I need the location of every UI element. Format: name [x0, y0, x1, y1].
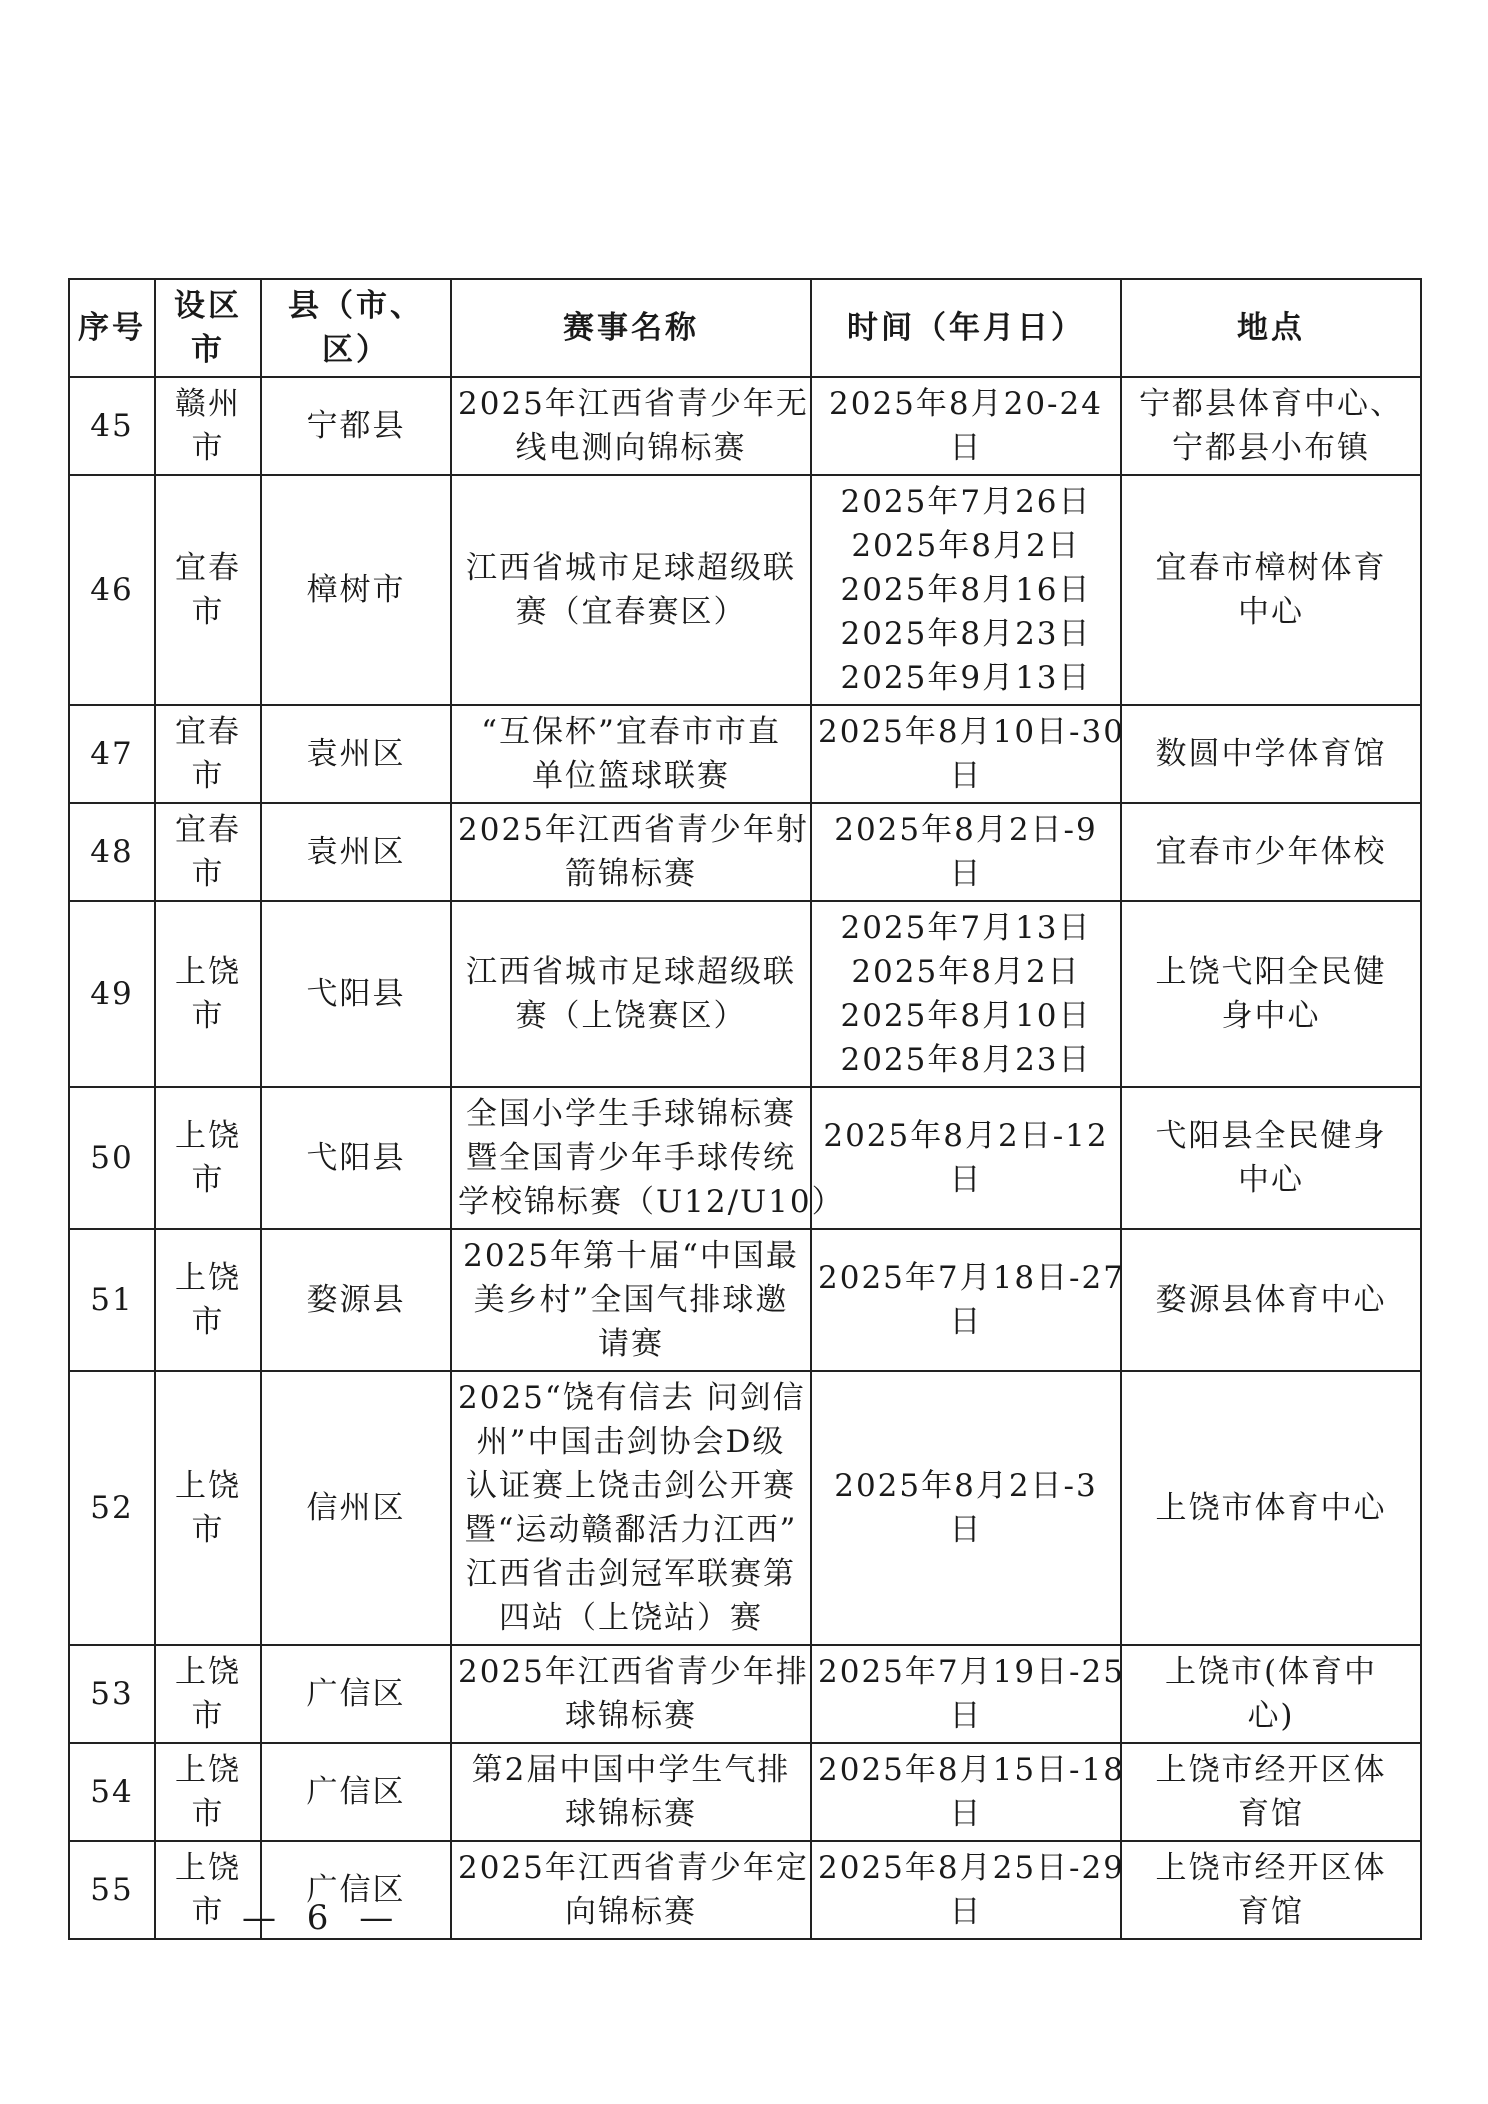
cell-county: 樟树市: [261, 475, 451, 705]
cell-seq: 53: [69, 1645, 155, 1743]
time-line: 2025年8月2日: [851, 528, 1081, 564]
cell-city: 上饶市: [155, 1371, 261, 1645]
cell-time: [811, 1229, 1125, 1371]
cell-city: 宜春市: [155, 475, 261, 705]
header-county: 县（市、区）: [261, 279, 451, 377]
table-row: [69, 1645, 1421, 1743]
table-row: [69, 1743, 1421, 1841]
cell-county: 广信区: [261, 1743, 451, 1841]
cell-seq: 47: [69, 705, 155, 803]
cell-county: 弋阳县: [261, 901, 451, 1087]
event-line: 球锦标赛: [565, 1698, 697, 1734]
cell-seq: 48: [69, 803, 155, 901]
header-seq: 序号: [69, 279, 155, 377]
cell-event: [451, 803, 811, 901]
table-body: [69, 377, 1421, 1939]
cell-seq: 54: [69, 1743, 155, 1841]
place-line: 上饶市经开区体: [1155, 1850, 1387, 1886]
time-line: 日: [949, 1304, 983, 1340]
cell-place: [1121, 1841, 1421, 1939]
event-line: 请赛: [598, 1326, 664, 1362]
place-line: 上饶市体育中心: [1155, 1490, 1387, 1526]
place-line: 宜春市樟树体育: [1155, 550, 1387, 586]
header-city: 设区市: [155, 279, 261, 377]
table-row: [69, 1229, 1421, 1371]
cell-city: 上饶市: [155, 1229, 261, 1371]
event-line: 球锦标赛: [565, 1796, 697, 1832]
event-line: 2025年第十届“中国最: [463, 1238, 799, 1274]
cell-county: 婺源县: [261, 1229, 451, 1371]
table-row: [69, 1371, 1421, 1645]
event-line: 暨全国青少年手球传统: [466, 1140, 796, 1176]
cell-event: [451, 1743, 811, 1841]
event-line: 赛（上饶赛区）: [515, 998, 747, 1034]
page-number: — 6 —: [242, 1898, 404, 1938]
time-line: 日: [949, 1162, 983, 1198]
cell-city: 上饶市: [155, 1645, 261, 1743]
cell-event: [451, 377, 811, 475]
time-line: 日: [949, 856, 983, 892]
cell-city: 赣州市: [155, 377, 261, 475]
header-row: [69, 279, 1421, 377]
time-line: 日: [949, 430, 983, 466]
cell-time: [811, 803, 1121, 901]
place-line: 身中心: [1221, 998, 1321, 1034]
event-line: 赛（宜春赛区）: [515, 594, 747, 630]
place-line: 婺源县体育中心: [1155, 1282, 1387, 1318]
place-line: 宜春市少年体校: [1155, 834, 1387, 870]
cell-event: [451, 705, 811, 803]
cell-event: [451, 1087, 845, 1229]
cell-city: 上饶市: [155, 901, 261, 1087]
cell-city: 宜春市: [155, 705, 261, 803]
time-line: 2025年8月16日: [840, 572, 1092, 608]
time-line: 2025年8月2日: [851, 954, 1081, 990]
event-line: 认证赛上饶击剑公开赛: [466, 1468, 796, 1504]
time-line: 2025年8月15日-18: [818, 1752, 1125, 1788]
cell-county: 袁州区: [261, 705, 451, 803]
table-row: [69, 377, 1421, 475]
place-line: 育馆: [1238, 1894, 1304, 1930]
time-line: 日: [949, 758, 983, 794]
event-line: “互保杯”宜春市市直: [481, 714, 781, 750]
time-line: 2025年8月10日-30: [818, 714, 1125, 750]
cell-county: 信州区: [261, 1371, 451, 1645]
cell-county: 广信区: [261, 1645, 451, 1743]
events-table: [68, 278, 1422, 1940]
event-line: 州”中国击剑协会D级: [476, 1424, 786, 1460]
cell-place: [1121, 1229, 1421, 1371]
time-line: 2025年8月25日-29: [818, 1850, 1125, 1886]
event-line: 美乡村”全国气排球邀: [473, 1282, 789, 1318]
event-line: 2025“饶有信去 问剑信: [458, 1380, 806, 1416]
cell-time: [811, 901, 1121, 1087]
event-line: 2025年江西省青少年无: [458, 386, 809, 422]
cell-place: [1121, 1645, 1421, 1743]
cell-city: 宜春市: [155, 803, 261, 901]
place-line: 上饶市经开区体: [1155, 1752, 1387, 1788]
cell-county: 袁州区: [261, 803, 451, 901]
cell-time: [811, 1087, 1121, 1229]
cell-place: [1121, 377, 1421, 475]
time-line: 2025年8月20-24: [829, 386, 1103, 422]
cell-seq: 45: [69, 377, 155, 475]
cell-seq: 46: [69, 475, 155, 705]
header-event: 赛事名称: [451, 279, 811, 377]
cell-event: [451, 1371, 811, 1645]
place-line: 数圆中学体育馆: [1155, 736, 1387, 772]
time-line: 2025年8月23日: [840, 1042, 1092, 1078]
cell-event: [451, 475, 811, 705]
cell-event: [451, 1229, 811, 1371]
cell-county: 广信区: [261, 1841, 451, 1939]
cell-event: [451, 1841, 811, 1939]
event-line: 单位篮球联赛: [532, 758, 730, 794]
event-line: 江西省击剑冠军联赛第: [466, 1556, 796, 1592]
cell-seq: 52: [69, 1371, 155, 1645]
cell-time: [811, 1841, 1125, 1939]
cell-place: [1121, 705, 1421, 803]
table-row: [69, 1087, 1421, 1229]
event-line: 线电测向锦标赛: [515, 430, 747, 466]
cell-city: 上饶市: [155, 1841, 261, 1939]
header-place: 地点: [1121, 279, 1421, 377]
cell-time: [811, 1645, 1125, 1743]
cell-place: [1121, 901, 1421, 1087]
cell-time: [811, 377, 1121, 475]
time-line: 日: [949, 1512, 983, 1548]
time-line: 2025年7月19日-25: [818, 1654, 1125, 1690]
time-line: 2025年7月18日-27: [818, 1260, 1125, 1296]
time-line: 日: [949, 1796, 983, 1832]
cell-place: [1121, 803, 1421, 901]
cell-seq: 51: [69, 1229, 155, 1371]
cell-time: [811, 1371, 1121, 1645]
time-line: 2025年7月13日: [840, 910, 1092, 946]
event-line: 暨“运动赣鄱活力江西”: [464, 1512, 798, 1548]
cell-place: [1121, 1087, 1421, 1229]
cell-event: [451, 1645, 811, 1743]
event-line: 江西省城市足球超级联: [466, 954, 796, 990]
cell-place: [1121, 1743, 1421, 1841]
place-line: 上饶市(体育中: [1164, 1654, 1378, 1690]
time-line: 日: [949, 1894, 983, 1930]
table-row: [69, 705, 1421, 803]
cell-time: [811, 1743, 1125, 1841]
table-row: [69, 901, 1421, 1087]
event-line: 2025年江西省青少年排: [458, 1654, 809, 1690]
time-line: 2025年7月26日: [840, 484, 1092, 520]
cell-city: 上饶市: [155, 1743, 261, 1841]
place-line: 中心: [1238, 594, 1304, 630]
table-row: [69, 475, 1421, 705]
event-line: 四站（上饶站）赛: [499, 1600, 763, 1636]
place-line: 中心: [1238, 1162, 1304, 1198]
event-line: 江西省城市足球超级联: [466, 550, 796, 586]
event-line: 全国小学生手球锦标赛: [466, 1096, 796, 1132]
place-line: 宁都县体育中心、: [1139, 386, 1403, 422]
cell-seq: 50: [69, 1087, 155, 1229]
event-line: 箭锦标赛: [565, 856, 697, 892]
event-line: 2025年江西省青少年定: [458, 1850, 809, 1886]
cell-place: [1121, 1371, 1421, 1645]
cell-seq: 55: [69, 1841, 155, 1939]
time-line: 2025年8月10日: [840, 998, 1092, 1034]
cell-county: 宁都县: [261, 377, 451, 475]
time-line: 2025年8月2日-12: [823, 1118, 1109, 1154]
cell-place: [1121, 475, 1421, 705]
cell-city: 上饶市: [155, 1087, 261, 1229]
time-line: 日: [949, 1698, 983, 1734]
cell-event: [451, 901, 811, 1087]
place-line: 宁都县小布镇: [1172, 430, 1370, 466]
time-line: 2025年8月2日-3: [834, 1468, 1098, 1504]
cell-time: [811, 475, 1121, 705]
place-line: 育馆: [1238, 1796, 1304, 1832]
event-line: 第2届中国中学生气排: [471, 1752, 791, 1788]
event-line: 学校锦标赛（U12/U10）: [458, 1184, 845, 1220]
time-line: 2025年8月2日-9: [834, 812, 1098, 848]
event-line: 向锦标赛: [565, 1894, 697, 1930]
event-line: 2025年江西省青少年射: [458, 812, 809, 848]
place-line: 弋阳县全民健身: [1155, 1118, 1387, 1154]
time-line: 2025年8月23日: [840, 616, 1092, 652]
cell-time: [811, 705, 1125, 803]
table-row: [69, 803, 1421, 901]
cell-county: 弋阳县: [261, 1087, 451, 1229]
cell-seq: 49: [69, 901, 155, 1087]
time-line: 2025年9月13日: [840, 660, 1092, 696]
header-time: 时间（年月日）: [811, 279, 1121, 377]
place-line: 心): [1247, 1698, 1295, 1734]
place-line: 上饶弋阳全民健: [1155, 954, 1387, 990]
